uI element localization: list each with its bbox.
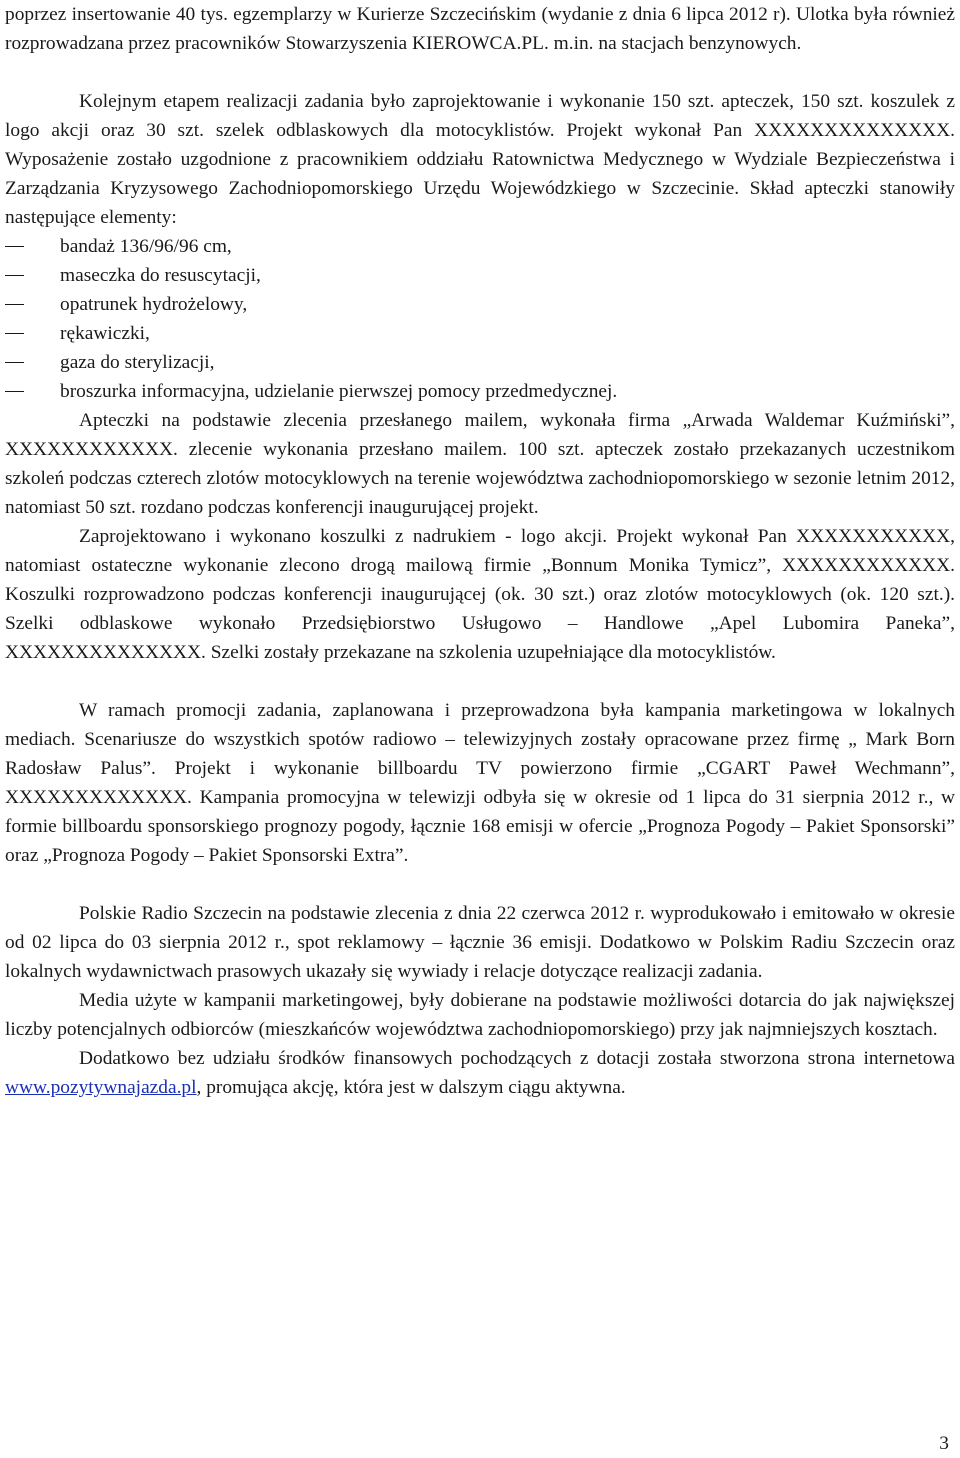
document-page — [5, 0, 955, 1452]
page-number: 3 — [939, 1433, 949, 1454]
paragraph-media-selection: Media użyte w kampanii marketingowej, były dobierane na podstawie możliwości dotarcia do jak największej liczby potencjalnych odbiorców (mieszkańców województwa zachodniopomorskiego) przy jak najmniejszych kosztach. — [5, 990, 955, 1040]
list-item: maseczka do resuscytacji, — [5, 261, 955, 290]
list-item: broszurka informacyjna, udzielanie pierwszej pomocy przedmedycznej. — [5, 377, 955, 406]
paragraph-leaflet-distribution: poprzez insertowanie 40 tys. egzemplarzy w Kurierze Szczecińskim (wydanie z dnia 6 lipca 2012 r). Ulotka była również rozprowadzana przez pracowników Stowarzyszenia KIEROWCA.PL. m.in. na stacjach benzynowych. — [5, 4, 955, 54]
dash-bullet-icon — [5, 333, 24, 334]
paragraph-kit-supplier: Apteczki na podstawie zlecenia przesłanego mailem, wykonała firma „Arwada Waldemar Kuźmiński”, XXXXXXXXXXXX. zlecenie wykonania przesłano mailem. 100 szt. apteczek zostało przekazanych uczestnikom szkoleń podczas czterech zlotów motocyklowych na terenie województwa zachodniopomorskiego w sezonie letnim 2012, natomiast 50 szt. rozdano podczas konferencji inaugurującej projekt. — [5, 410, 955, 518]
dash-bullet-icon — [5, 246, 24, 247]
paragraph-first-aid-kits: Kolejnym etapem realizacji zadania było zaprojektowanie i wykonanie 150 szt. apteczek, 150 szt. koszulek z logo akcji oraz 30 szt. szelek odblaskowych dla motocyklistów. Projekt wykonał Pan XXXXXXXXXXXXXX. Wyposażenie zostało uzgodnione z pracownikiem oddziału Ratownictwa Medycznego w Wydziale Bezpieczeństwa i Zarządzania Kryzysowego Zachodniopomorskiego Urzędu Wojewódzkiego w Szczecinie. Skład apteczki stanowiły następujące elementy: — [5, 91, 955, 228]
dash-bullet-icon — [5, 304, 24, 305]
list-item: rękawiczki, — [5, 319, 955, 348]
paragraph-marketing-campaign: W ramach promocji zadania, zaplanowana i przeprowadzona była kampania marketingowa w lokalnych mediach. Scenariusze do wszystkich spotów radiowo – telewizyjnych zostały opracowane przez firmę „ Mark Born Radosław Palus”. Projekt i wykonanie billboardu TV powierzono firmie „CGART Paweł Wechmann”, XXXXXXXXXXXXX. Kampania promocyjna w telewizji odbyła się w okresie od 1 lipca do 31 sierpnia 2012 r., w formie billboardu sponsorskiego prognozy pogody, łącznie 168 emisji w ofercie „Prognoza Pogody – Pakiet Sponsorski” oraz „Prognoza Pogody – Pakiet Sponsorski Extra”. — [5, 700, 955, 866]
dash-bullet-icon — [5, 362, 24, 363]
list-item: bandaż 136/96/96 cm, — [5, 232, 955, 261]
list-item: gaza do sterylizacji, — [5, 348, 955, 377]
dash-bullet-icon — [5, 391, 24, 392]
paragraph-radio-szczecin: Polskie Radio Szczecin na podstawie zlecenia z dnia 22 czerwca 2012 r. wyprodukowało i emitowało w okresie od 02 lipca do 03 sierpnia 2012 r., spot reklamowy – łącznie 36 emisji. Dodatkowo w Polskim Radiu Szczecin oraz lokalnych wydawnictwach prasowych ukazały się wywiady i relacje dotyczące realizacji zadania. — [5, 903, 955, 982]
list-item: opatrunek hydrożelowy, — [5, 290, 955, 319]
paragraph-shirts-and-harnesses: Zaprojektowano i wykonano koszulki z nadrukiem - logo akcji. Projekt wykonał Pan XXXXXXXXXXX, natomiast ostateczne wykonanie zlecono drogą mailową firmie „Bonnum Monika Tymicz”, XXXXXXXXXXXX. Koszulki rozprowadzono podczas konferencji inaugurującej (ok. 30 szt.) oraz zlotów motocyklowych (ok. 120 szt.). Szelki odblaskowe wykonało Przedsiębiorstwo Usługowo – Handlowe „Apel Lubomira Paneka”, XXXXXXXXXXXXXX. Szelki zostały przekazane na szkolenia uzupełniające dla motocyklistów. — [5, 526, 955, 663]
paragraph-website: Dodatkowo bez udziału środków finansowych pochodzących z dotacji została stworzona strona internetowa www.pozytywnajazda.pl, promująca akcję, która jest w dalszym ciągu aktywna. — [5, 1048, 955, 1098]
dash-bullet-icon — [5, 275, 24, 276]
blank-line — [5, 667, 955, 696]
website-link[interactable]: www.pozytywnajazda.pl — [5, 1077, 197, 1098]
kit-items-list — [5, 232, 955, 406]
blank-line — [5, 870, 955, 899]
